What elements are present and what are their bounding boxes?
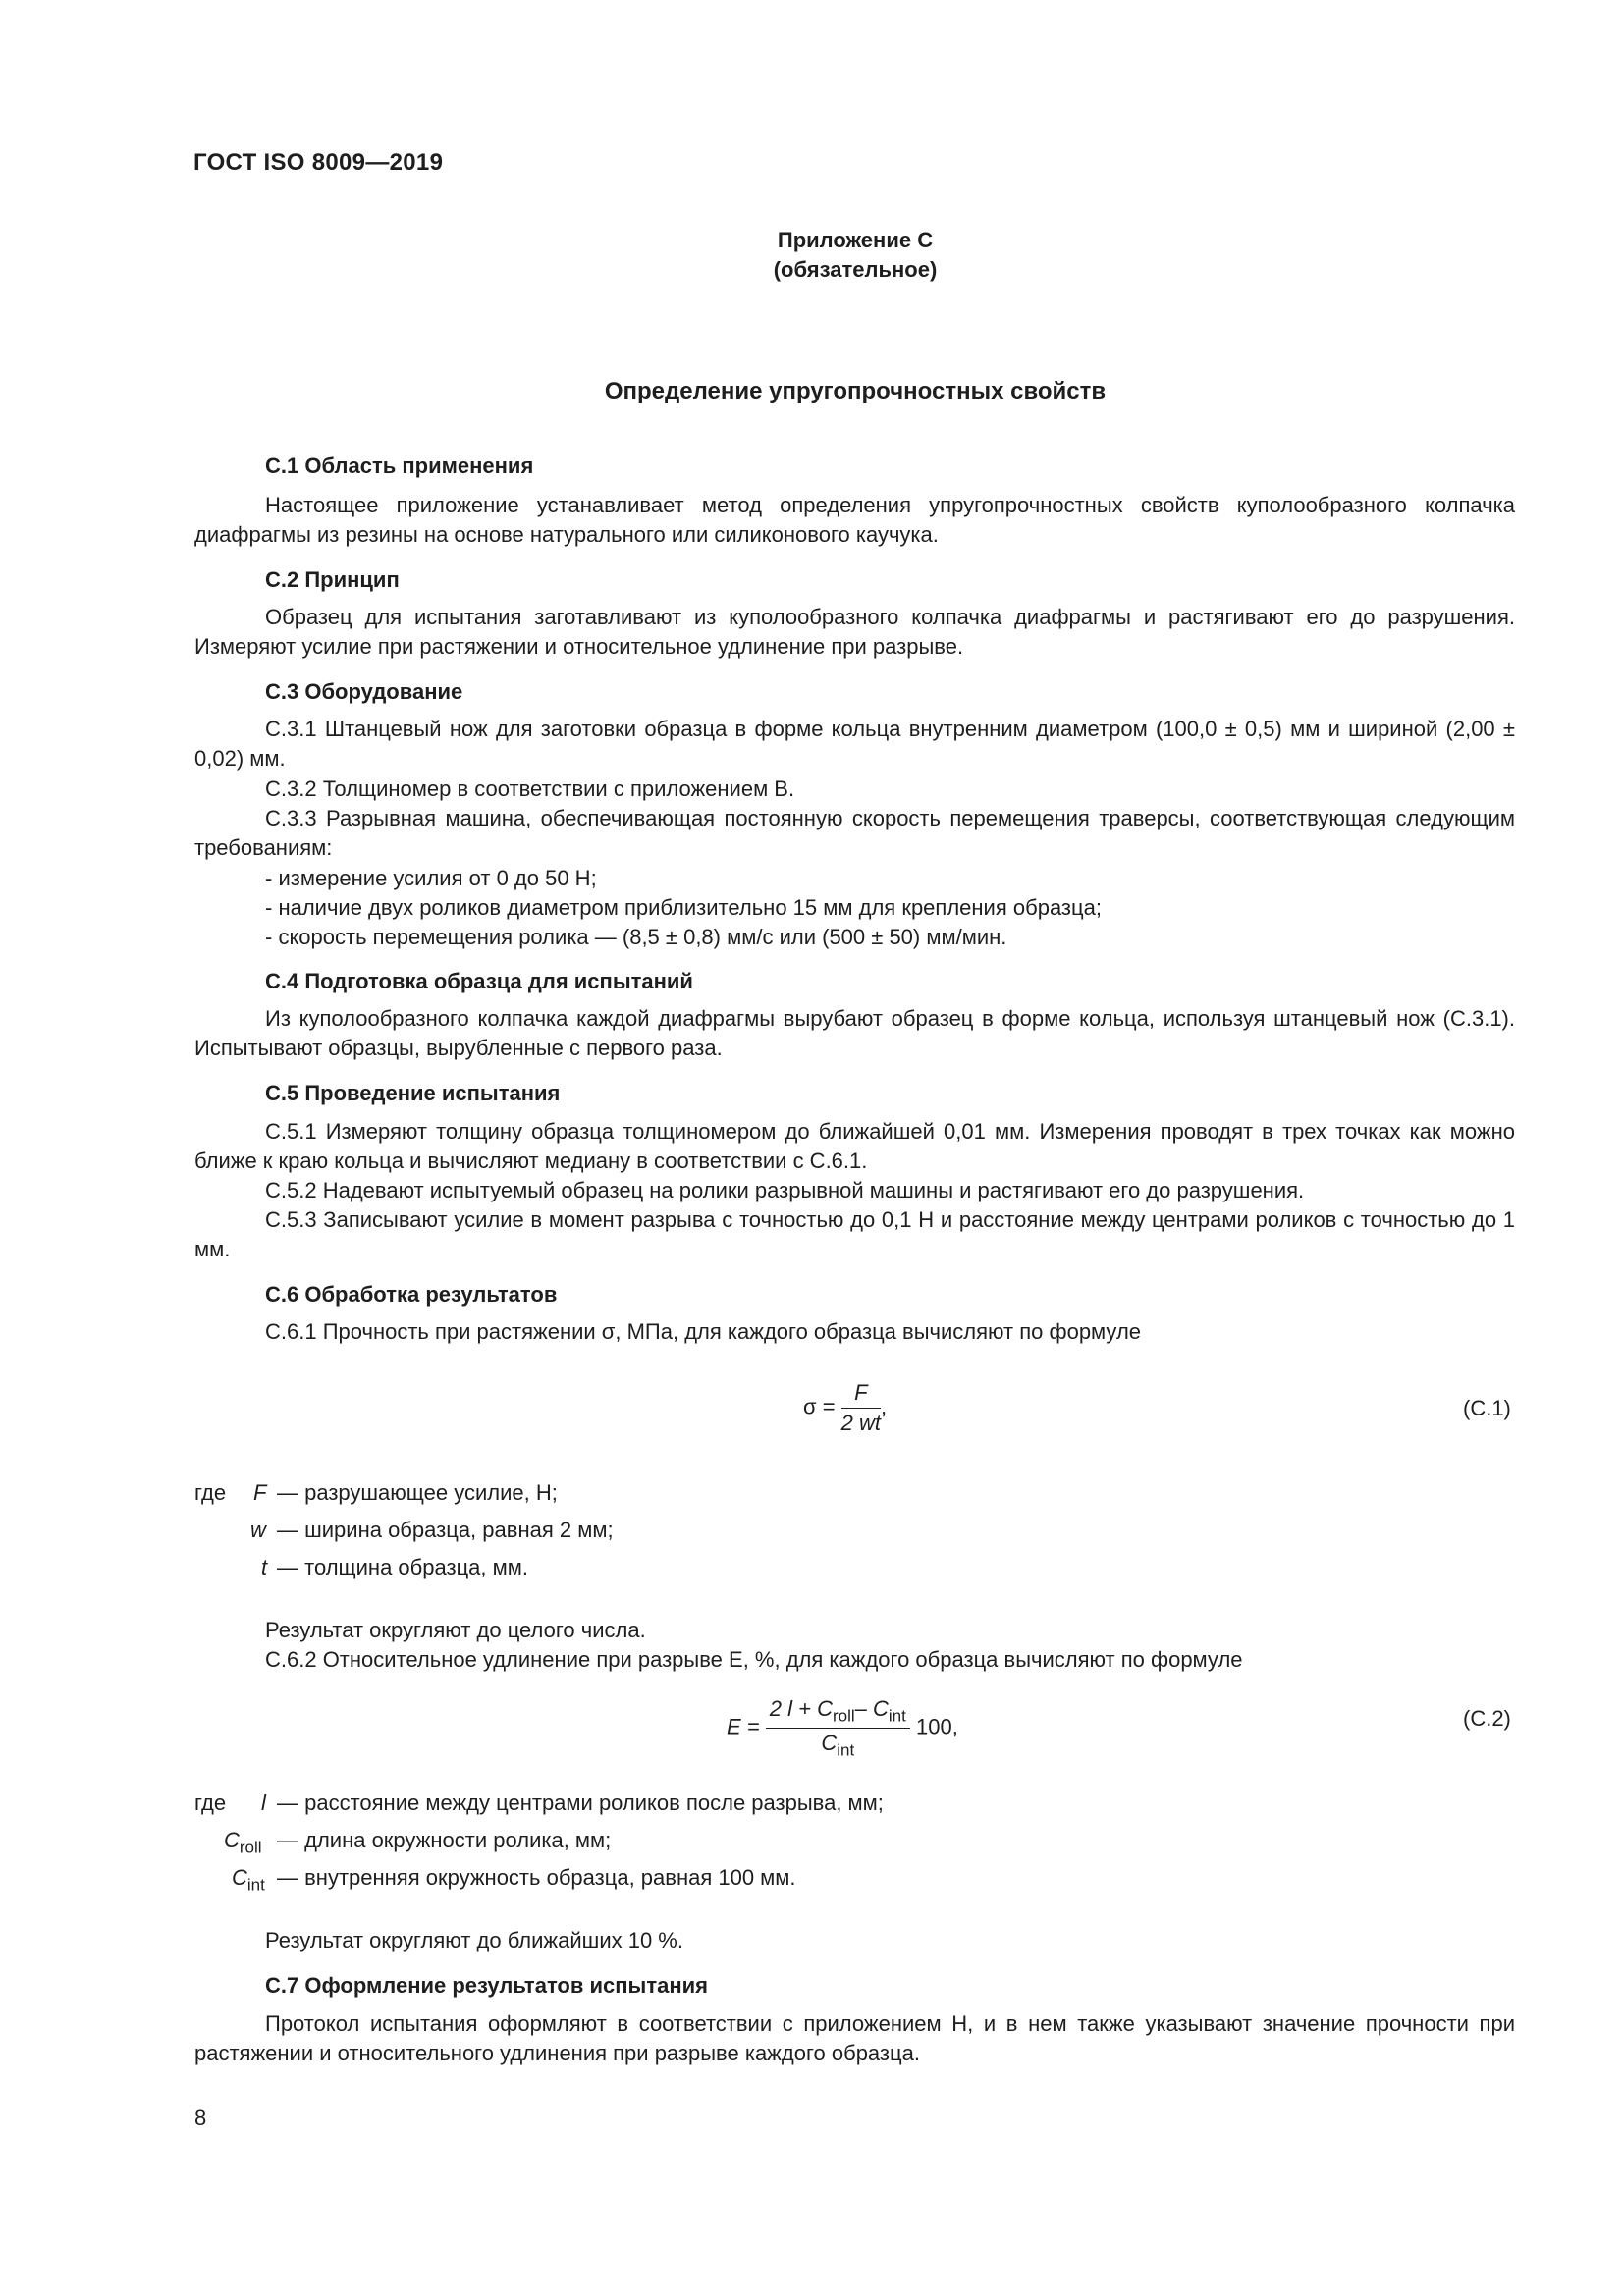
variable-description: — длина окружности ролика, мм; [277, 1828, 612, 1852]
variable-symbol: $C_{int}$ [232, 1865, 265, 1895]
clause-c5-1: С.5.1 Измеряют толщину образца толщиномером до ближайшей 0,01 мм. Измерения проводят в трех точках как можно ближе к краю кольца и вычисляют медиану в соответствии с С.6.1. [194, 1119, 1515, 1173]
fraction-denominator: 2 wt [840, 1411, 882, 1435]
formula-multiplier: 100 [915, 1714, 952, 1739]
formula-tail: , [951, 1714, 958, 1739]
section-text-c2: Образец для испытания заготавливают из куполообразного колпачка диафрагмы и растягивают его до разрушения. Измеряют усилие при растяжении и относительное удлинение при разрыве. [194, 605, 1515, 659]
clause-c6-1: С.6.1 Прочность при растяжении σ, МПа, для каждого образца вычисляют по формуле [265, 1319, 1142, 1344]
clause-c5-3: С.5.3 Записывают усилие в момент разрыва с точностью до 0,1 Н и расстояние между центрами роликов с точностью до 1 мм. [194, 1207, 1515, 1261]
rounding-note-1: Результат округляют до целого числа. [265, 1618, 646, 1642]
fraction-numerator: 2 $l + C_{roll}-$ $C_{int}$ [766, 1696, 910, 1729]
variable-description: — расстояние между центрами роликов после разрыва, мм; [277, 1790, 884, 1815]
section-text-c7: Протокол испытания оформляют в соответствии с приложением Н, и в нем также указывают значение прочности при растяжении и относительного удлинения при разрыве каждого образца. [194, 2011, 1515, 2065]
clause-c3-2: С.3.2 Толщиномер в соответствии с приложением В. [265, 776, 795, 801]
section-heading-c4: С.4 Подготовка образца для испытаний [265, 969, 693, 993]
fraction-numerator: F [841, 1380, 881, 1409]
list-item: - наличие двух роликов диаметром приблизительно 15 мм для крепления образца; [265, 895, 1102, 920]
variable-symbol: F [253, 1480, 267, 1505]
list-item: - измерение усилия от 0 до 50 Н; [265, 866, 597, 890]
formula-c1 [803, 1380, 887, 1436]
section-text-c4: Из куполообразного колпачка каждой диафрагмы вырубают образец в форме кольца, используя штанцевый нож (С.3.1). Испытывают образцы, вырубленные с первого раза. [194, 1006, 1515, 1060]
where-label: где [194, 1790, 227, 1815]
list-item: - скорость перемещения ролика — (8,5 ± 0,8) мм/с или (500 ± 50) мм/мин. [265, 925, 1007, 949]
fraction [766, 1696, 910, 1761]
formula-lhs: E = [727, 1714, 760, 1739]
variable-description: — внутренняя окружность образца, равная 100 мм. [277, 1865, 796, 1890]
annex-status: (обязательное) [773, 257, 938, 282]
rounding-note-2: Результат округляют до ближайших 10 %. [265, 1928, 683, 1952]
fraction [841, 1380, 881, 1436]
variable-symbol: t [261, 1555, 268, 1579]
clause-c6-2: С.6.2 Относительное удлинение при разрыве E, %, для каждого образца вычисляют по формуле [265, 1647, 1243, 1672]
section-heading-c2: С.2 Принцип [265, 567, 400, 592]
variable-symbol: l [261, 1790, 266, 1815]
section-heading-c7: С.7 Оформление результатов испытания [265, 1973, 708, 1998]
document-code-header: ГОСТ ISO 8009—2019 [193, 149, 444, 176]
formula-number-c2: (С.2) [1463, 1706, 1511, 1731]
variable-symbol: $C_{roll}$ [224, 1828, 262, 1857]
section-heading-c1: С.1 Область применения [265, 454, 534, 478]
where-label: где [194, 1480, 227, 1505]
formula-lhs: σ = [803, 1394, 836, 1419]
clause-c3-3: С.3.3 Разрывная машина, обеспечивающая постоянную скорость перемещения траверсы, соответствующая следующим требованиям: [194, 806, 1515, 860]
page-number: 8 [194, 2106, 207, 2130]
section-text-c1: Настоящее приложение устанавливает метод определения упругопрочностных свойств куполообразного колпачка диафрагмы из резины на основе натурального или силиконового каучука. [194, 493, 1515, 547]
variable-description: — толщина образца, мм. [277, 1555, 528, 1579]
formula-number-c1: (С.1) [1463, 1396, 1511, 1420]
clause-c3-1: С.3.1 Штанцевый нож для заготовки образца в форме кольца внутренним диаметром (100,0 ± 0,5) мм и шириной (2,00 ± 0,02) мм. [194, 717, 1515, 771]
fraction-denominator: $C_{int}$ [821, 1731, 855, 1760]
formula-tail: , [881, 1394, 888, 1419]
section-heading-c6: С.6 Обработка результатов [265, 1282, 558, 1307]
formula-c2 [727, 1696, 958, 1761]
section-heading-c5: С.5 Проведение испытания [265, 1081, 561, 1105]
clause-c5-2: С.5.2 Надевают испытуемый образец на ролики разрывной машины и растягивают его до разрушения. [265, 1178, 1305, 1202]
variable-description: — разрушающее усилие, Н; [277, 1480, 558, 1505]
annex-label: Приложение С [777, 228, 934, 252]
variable-symbol: w [250, 1518, 266, 1542]
annex-title: Определение упругопрочностных свойств [604, 378, 1107, 404]
section-heading-c3: С.3 Оборудование [265, 679, 463, 704]
variable-description: — ширина образца, равная 2 мм; [277, 1518, 614, 1542]
